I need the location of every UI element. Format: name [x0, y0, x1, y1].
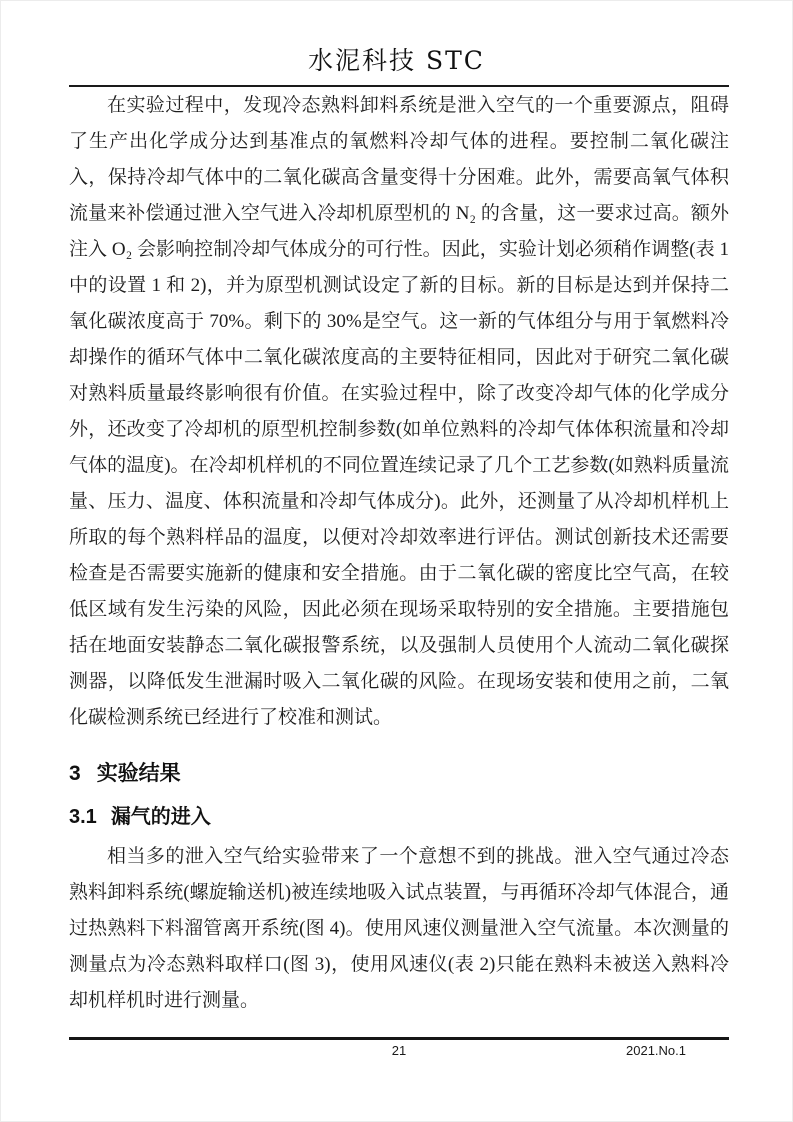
- body-paragraph-1: 在实验过程中，发现冷态熟料卸料系统是泄入空气的一个重要源点，阻碍了生产出化学成分达到基准点的氧燃料冷却气体的进程。要控制二氧化碳注入，保持冷却气体中的二氧化碳高含量变得十分困难。此外，需要高氧气体积流量来补偿通过泄入空气进入冷却机原型机的 N₂ 的含量，这一要求过高。额外注入 O₂ 会影响控制冷却气体成分的可行性。因此，实验计划必须稍作调整(表 1 中的设置 1 和 2)，并为原型机测试设定了新的目标。新的目标是达到并保持二氧化碳浓度高于 70%。剩下的 30%是空气。这一新的气体组分与用于氧燃料冷却操作的循环气体中二氧化碳浓度高的主要特征相同，因此对于研究二氧化碳对熟料质量最终影响很有价值。在实验过程中，除了改变冷却气体的化学成分外，还改变了冷却机的原型机控制参数(如单位熟料的冷却气体体积流量和冷却气体的温度)。在冷却机样机的不同位置连续记录了几个工艺参数(如熟料质量流量、压力、温度、体积流量和冷却气体成分)。此外，还测量了从冷却机样机上所取的每个熟料样品的温度，以便对冷却效率进行评估。测试创新技术还需要检查是否需要实施新的健康和安全措施。由于二氧化碳的密度比空气高，在较低区域有发生污染的风险，因此必须在现场采取特别的安全措施。主要措施包括在地面安装静态二氧化碳报警系统，以及强制人员使用个人流动二氧化碳探测器，以降低发生泄漏时吸入二氧化碳的风险。在现场安装和使用之前，二氧化碳检测系统已经进行了校准和测试。: [69, 95, 729, 728]
- subsection-number: 3.1: [69, 806, 97, 828]
- section-number: 3: [69, 762, 81, 785]
- header-rule: [69, 85, 729, 87]
- article-body: [69, 88, 729, 1019]
- footer: [69, 1040, 729, 1058]
- footer-rule: [69, 1037, 729, 1058]
- subsection-title: 漏气的进入: [110, 806, 211, 828]
- issue-number: 2021.No.1: [626, 1043, 686, 1058]
- subsection-heading-3-1: [69, 803, 729, 831]
- page-number: 21: [391, 1043, 407, 1058]
- section-heading-3: [69, 759, 729, 789]
- journal-title: 水泥科技 STC: [308, 46, 485, 75]
- section-title: 实验结果: [96, 762, 181, 785]
- body-paragraph-2: 相当多的泄入空气给实验带来了一个意想不到的挑战。泄入空气通过冷态熟料卸料系统(螺旋输送机)被连续地吸入试点装置，与再循环冷却气体混合，通过热熟料下料溜管离开系统(图 4)。使用风速仪测量泄入空气流量。本次测量的测量点为冷态熟料取样口(图 3)，使用风速仪(表 2)只能在熟料未被送入熟料冷却机样机时进行测量。: [69, 846, 729, 1011]
